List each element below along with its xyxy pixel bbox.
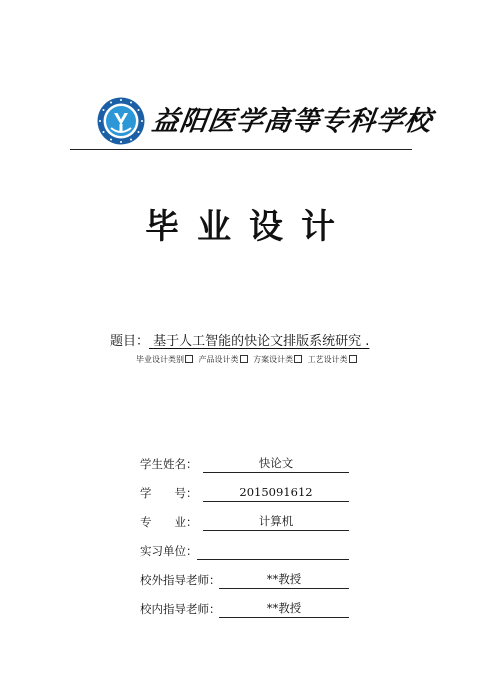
category-label: 工艺设计类 [307,355,348,364]
category-label: 产品设计类 [198,355,239,364]
checkbox-icon[interactable] [240,355,248,363]
internal-advisor-field [140,599,302,619]
major-value[interactable]: 计算机 [203,512,349,531]
checkbox-icon[interactable] [349,355,357,363]
external-advisor-value[interactable]: **教授 [219,570,349,589]
category-process-design[interactable] [308,355,357,364]
category-label: 方案设计类 [253,355,294,364]
internship-unit-value[interactable] [197,541,349,560]
student-id-field [140,483,313,503]
student-id-value[interactable]: 2015091612 [203,483,349,502]
category-product-design[interactable] [199,355,248,364]
internal-advisor-value[interactable]: **教授 [219,599,349,618]
field-label: 学 号： [140,486,198,500]
school-logo-icon [96,96,146,146]
field-label: 学生姓名： [140,457,198,471]
document-title: 毕业设计 [145,207,353,247]
field-label: 校内指导老师： [140,602,221,616]
major-field [140,512,294,532]
design-category-options [136,354,360,366]
checkbox-icon[interactable] [294,355,302,363]
student-name-value[interactable]: 快论文 [203,454,349,473]
topic-label: 题目： [110,334,150,349]
category-plan-design[interactable] [253,355,302,364]
field-label: 实习单位： [140,544,198,558]
category-graduation-design[interactable] [136,355,193,364]
field-label: 专 业： [140,515,198,529]
internship-unit-field [140,541,198,561]
student-name-field [140,454,294,474]
field-label: 校外指导老师： [140,573,221,587]
topic-value: 基于人工智能的快论文排版系统研究 . [153,334,370,349]
checkbox-icon[interactable] [185,355,193,363]
category-label: 毕业设计类别 [136,355,184,364]
topic-row [110,332,369,352]
header-divider [70,149,412,150]
school-name: 益阳医学高等专科学校 [149,106,435,137]
external-advisor-field [140,570,302,590]
